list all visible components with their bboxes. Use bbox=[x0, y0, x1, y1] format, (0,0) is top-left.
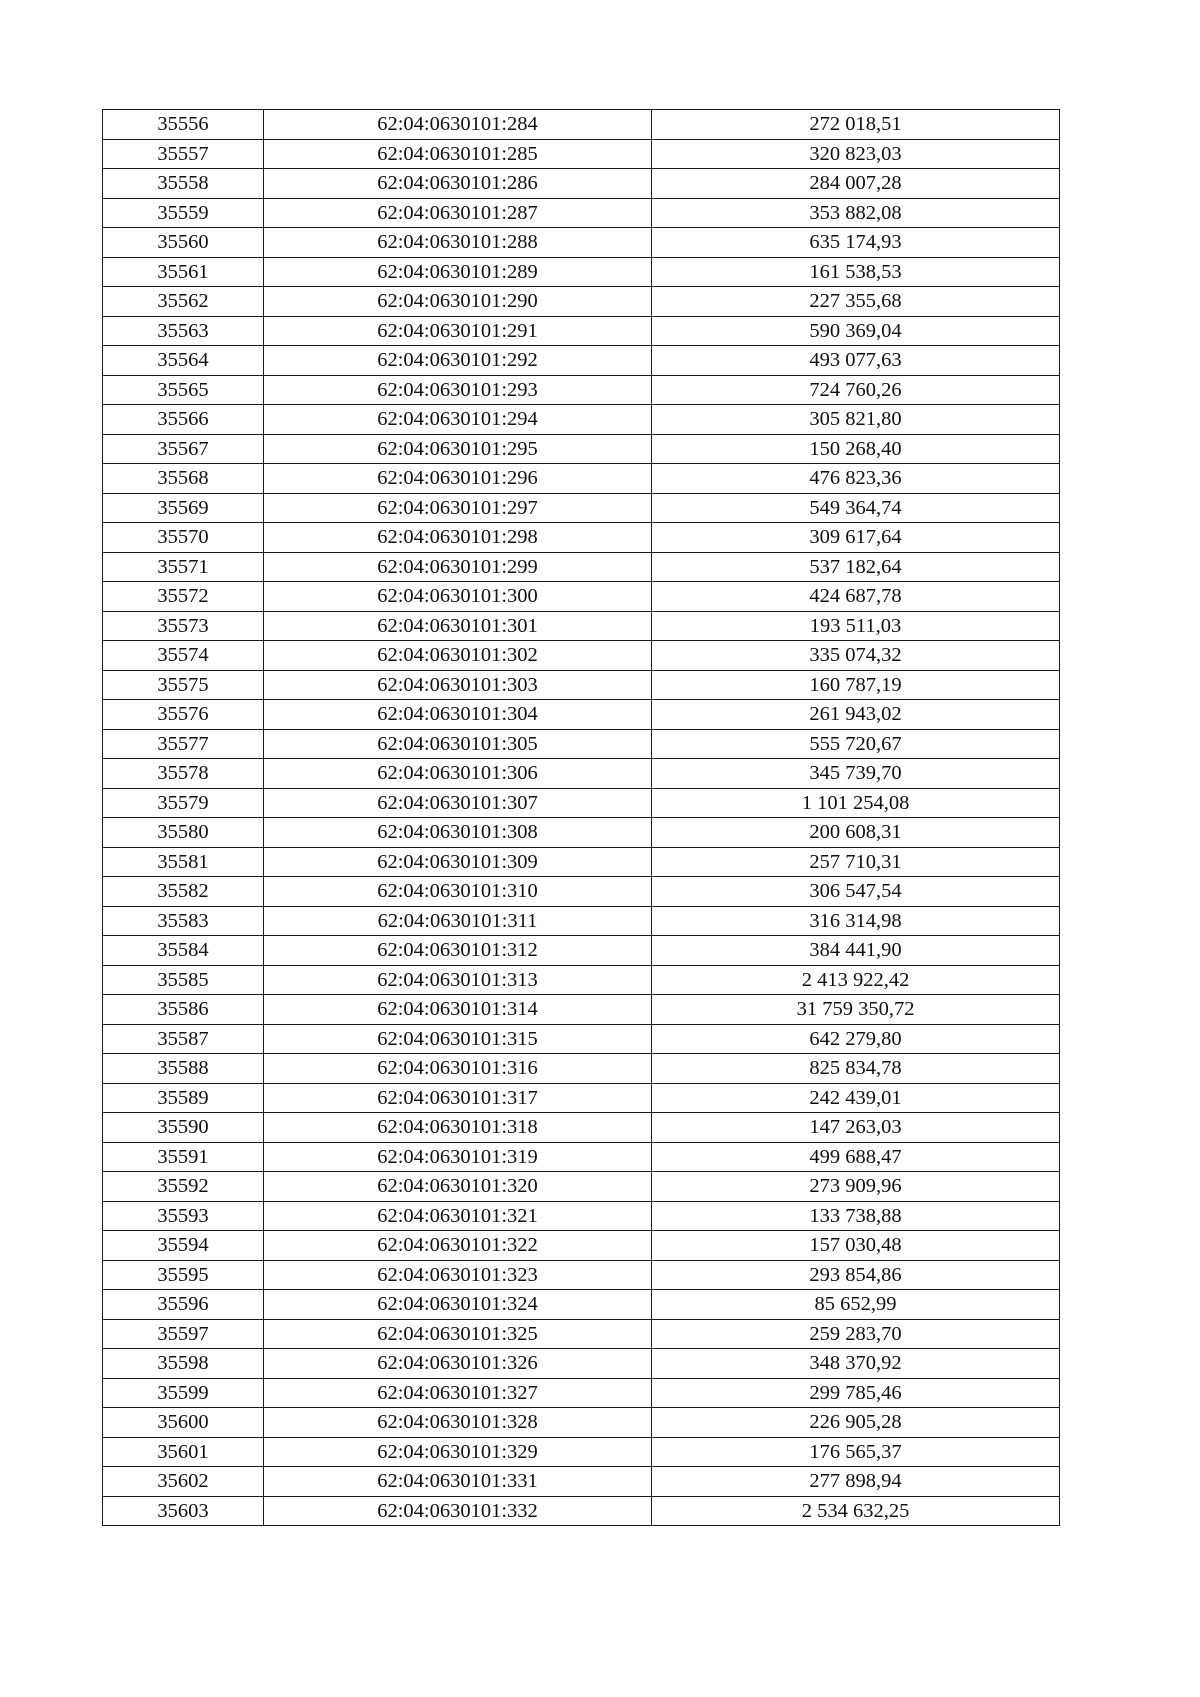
cadastral-value-cell: 590 369,04 bbox=[652, 316, 1060, 346]
cadastral-value-cell: 31 759 350,72 bbox=[652, 995, 1060, 1025]
table-row bbox=[103, 228, 1060, 258]
cadastral-number-cell: 62:04:0630101:318 bbox=[264, 1113, 652, 1143]
row-number-cell: 35578 bbox=[103, 759, 264, 789]
table-row bbox=[103, 995, 1060, 1025]
table-row bbox=[103, 906, 1060, 936]
cadastral-number-cell: 62:04:0630101:308 bbox=[264, 818, 652, 848]
cadastral-value-cell: 150 268,40 bbox=[652, 434, 1060, 464]
cadastral-number-cell: 62:04:0630101:323 bbox=[264, 1260, 652, 1290]
row-number-cell: 35557 bbox=[103, 139, 264, 169]
cadastral-number-cell: 62:04:0630101:320 bbox=[264, 1172, 652, 1202]
cadastral-value-cell: 305 821,80 bbox=[652, 405, 1060, 435]
cadastral-value-cell: 157 030,48 bbox=[652, 1231, 1060, 1261]
table-row bbox=[103, 729, 1060, 759]
cadastral-value-cell: 85 652,99 bbox=[652, 1290, 1060, 1320]
cadastral-number-cell: 62:04:0630101:295 bbox=[264, 434, 652, 464]
cadastral-number-cell: 62:04:0630101:289 bbox=[264, 257, 652, 287]
cadastral-value-cell: 335 074,32 bbox=[652, 641, 1060, 671]
row-number-cell: 35598 bbox=[103, 1349, 264, 1379]
row-number-cell: 35575 bbox=[103, 670, 264, 700]
cadastral-number-cell: 62:04:0630101:317 bbox=[264, 1083, 652, 1113]
cadastral-value-cell: 724 760,26 bbox=[652, 375, 1060, 405]
table-row bbox=[103, 1319, 1060, 1349]
cadastral-number-cell: 62:04:0630101:329 bbox=[264, 1437, 652, 1467]
row-number-cell: 35576 bbox=[103, 700, 264, 730]
row-number-cell: 35568 bbox=[103, 464, 264, 494]
cadastral-value-cell: 384 441,90 bbox=[652, 936, 1060, 966]
cadastral-number-cell: 62:04:0630101:293 bbox=[264, 375, 652, 405]
cadastral-number-cell: 62:04:0630101:304 bbox=[264, 700, 652, 730]
cadastral-number-cell: 62:04:0630101:313 bbox=[264, 965, 652, 995]
row-number-cell: 35571 bbox=[103, 552, 264, 582]
cadastral-value-cell: 259 283,70 bbox=[652, 1319, 1060, 1349]
row-number-cell: 35581 bbox=[103, 847, 264, 877]
table-row bbox=[103, 700, 1060, 730]
cadastral-value-cell: 825 834,78 bbox=[652, 1054, 1060, 1084]
table-row bbox=[103, 1142, 1060, 1172]
row-number-cell: 35579 bbox=[103, 788, 264, 818]
cadastral-number-cell: 62:04:0630101:314 bbox=[264, 995, 652, 1025]
row-number-cell: 35584 bbox=[103, 936, 264, 966]
table-row bbox=[103, 287, 1060, 317]
cadastral-value-cell: 261 943,02 bbox=[652, 700, 1060, 730]
row-number-cell: 35574 bbox=[103, 641, 264, 671]
cadastral-number-cell: 62:04:0630101:291 bbox=[264, 316, 652, 346]
table-row bbox=[103, 641, 1060, 671]
row-number-cell: 35591 bbox=[103, 1142, 264, 1172]
cadastral-value-cell: 2 413 922,42 bbox=[652, 965, 1060, 995]
row-number-cell: 35563 bbox=[103, 316, 264, 346]
row-number-cell: 35589 bbox=[103, 1083, 264, 1113]
table-row bbox=[103, 169, 1060, 199]
table-row bbox=[103, 936, 1060, 966]
row-number-cell: 35596 bbox=[103, 1290, 264, 1320]
table-row bbox=[103, 198, 1060, 228]
cadastral-value-cell: 133 738,88 bbox=[652, 1201, 1060, 1231]
table-body bbox=[103, 110, 1060, 1526]
table-row bbox=[103, 847, 1060, 877]
cadastral-value-cell: 476 823,36 bbox=[652, 464, 1060, 494]
cadastral-number-cell: 62:04:0630101:285 bbox=[264, 139, 652, 169]
row-number-cell: 35566 bbox=[103, 405, 264, 435]
row-number-cell: 35592 bbox=[103, 1172, 264, 1202]
cadastral-value-cell: 1 101 254,08 bbox=[652, 788, 1060, 818]
cadastral-value-cell: 493 077,63 bbox=[652, 346, 1060, 376]
row-number-cell: 35567 bbox=[103, 434, 264, 464]
cadastral-value-cell: 160 787,19 bbox=[652, 670, 1060, 700]
row-number-cell: 35564 bbox=[103, 346, 264, 376]
cadastral-number-cell: 62:04:0630101:321 bbox=[264, 1201, 652, 1231]
cadastral-value-cell: 635 174,93 bbox=[652, 228, 1060, 258]
table-row bbox=[103, 523, 1060, 553]
cadastral-value-cell: 537 182,64 bbox=[652, 552, 1060, 582]
cadastral-number-cell: 62:04:0630101:328 bbox=[264, 1408, 652, 1438]
cadastral-number-cell: 62:04:0630101:299 bbox=[264, 552, 652, 582]
table-row bbox=[103, 1201, 1060, 1231]
cadastral-number-cell: 62:04:0630101:303 bbox=[264, 670, 652, 700]
cadastral-value-cell: 345 739,70 bbox=[652, 759, 1060, 789]
table-row bbox=[103, 965, 1060, 995]
cadastral-value-cell: 226 905,28 bbox=[652, 1408, 1060, 1438]
cadastral-number-cell: 62:04:0630101:305 bbox=[264, 729, 652, 759]
cadastral-number-cell: 62:04:0630101:312 bbox=[264, 936, 652, 966]
row-number-cell: 35603 bbox=[103, 1496, 264, 1526]
cadastral-value-cell: 348 370,92 bbox=[652, 1349, 1060, 1379]
table-row bbox=[103, 1054, 1060, 1084]
table-row bbox=[103, 464, 1060, 494]
cadastral-value-cell: 499 688,47 bbox=[652, 1142, 1060, 1172]
cadastral-number-cell: 62:04:0630101:288 bbox=[264, 228, 652, 258]
table-row bbox=[103, 611, 1060, 641]
cadastral-value-cell: 227 355,68 bbox=[652, 287, 1060, 317]
table-row bbox=[103, 582, 1060, 612]
row-number-cell: 35588 bbox=[103, 1054, 264, 1084]
row-number-cell: 35560 bbox=[103, 228, 264, 258]
table-row bbox=[103, 877, 1060, 907]
cadastral-value-cell: 277 898,94 bbox=[652, 1467, 1060, 1497]
cadastral-value-cell: 193 511,03 bbox=[652, 611, 1060, 641]
cadastral-number-cell: 62:04:0630101:292 bbox=[264, 346, 652, 376]
cadastral-number-cell: 62:04:0630101:284 bbox=[264, 110, 652, 140]
cadastral-value-cell: 316 314,98 bbox=[652, 906, 1060, 936]
table-row bbox=[103, 552, 1060, 582]
cadastral-number-cell: 62:04:0630101:302 bbox=[264, 641, 652, 671]
table-row bbox=[103, 1378, 1060, 1408]
row-number-cell: 35582 bbox=[103, 877, 264, 907]
table-row bbox=[103, 1024, 1060, 1054]
table-row bbox=[103, 1496, 1060, 1526]
cadastral-value-cell: 284 007,28 bbox=[652, 169, 1060, 199]
row-number-cell: 35561 bbox=[103, 257, 264, 287]
row-number-cell: 35586 bbox=[103, 995, 264, 1025]
cadastral-number-cell: 62:04:0630101:322 bbox=[264, 1231, 652, 1261]
table-row bbox=[103, 788, 1060, 818]
table-row bbox=[103, 1260, 1060, 1290]
cadastral-value-cell: 200 608,31 bbox=[652, 818, 1060, 848]
cadastral-value-cell: 257 710,31 bbox=[652, 847, 1060, 877]
row-number-cell: 35580 bbox=[103, 818, 264, 848]
row-number-cell: 35593 bbox=[103, 1201, 264, 1231]
cadastral-number-cell: 62:04:0630101:319 bbox=[264, 1142, 652, 1172]
cadastral-value-cell: 424 687,78 bbox=[652, 582, 1060, 612]
cadastral-value-cell: 293 854,86 bbox=[652, 1260, 1060, 1290]
table-row bbox=[103, 1290, 1060, 1320]
row-number-cell: 35569 bbox=[103, 493, 264, 523]
row-number-cell: 35565 bbox=[103, 375, 264, 405]
table-row bbox=[103, 346, 1060, 376]
cadastral-value-cell: 272 018,51 bbox=[652, 110, 1060, 140]
cadastral-number-cell: 62:04:0630101:301 bbox=[264, 611, 652, 641]
cadastral-number-cell: 62:04:0630101:294 bbox=[264, 405, 652, 435]
cadastral-number-cell: 62:04:0630101:310 bbox=[264, 877, 652, 907]
row-number-cell: 35599 bbox=[103, 1378, 264, 1408]
table-row bbox=[103, 1113, 1060, 1143]
row-number-cell: 35595 bbox=[103, 1260, 264, 1290]
row-number-cell: 35570 bbox=[103, 523, 264, 553]
cadastral-number-cell: 62:04:0630101:316 bbox=[264, 1054, 652, 1084]
table-row bbox=[103, 110, 1060, 140]
cadastral-number-cell: 62:04:0630101:286 bbox=[264, 169, 652, 199]
table-row bbox=[103, 405, 1060, 435]
cadastral-value-cell: 306 547,54 bbox=[652, 877, 1060, 907]
cadastral-value-table bbox=[102, 109, 1060, 1526]
row-number-cell: 35602 bbox=[103, 1467, 264, 1497]
row-number-cell: 35590 bbox=[103, 1113, 264, 1143]
cadastral-value-cell: 642 279,80 bbox=[652, 1024, 1060, 1054]
table-row bbox=[103, 316, 1060, 346]
row-number-cell: 35600 bbox=[103, 1408, 264, 1438]
cadastral-value-cell: 320 823,03 bbox=[652, 139, 1060, 169]
cadastral-value-cell: 2 534 632,25 bbox=[652, 1496, 1060, 1526]
cadastral-value-cell: 353 882,08 bbox=[652, 198, 1060, 228]
cadastral-number-cell: 62:04:0630101:297 bbox=[264, 493, 652, 523]
table-row bbox=[103, 434, 1060, 464]
cadastral-number-cell: 62:04:0630101:298 bbox=[264, 523, 652, 553]
cadastral-number-cell: 62:04:0630101:327 bbox=[264, 1378, 652, 1408]
cadastral-number-cell: 62:04:0630101:326 bbox=[264, 1349, 652, 1379]
cadastral-number-cell: 62:04:0630101:332 bbox=[264, 1496, 652, 1526]
cadastral-number-cell: 62:04:0630101:290 bbox=[264, 287, 652, 317]
cadastral-number-cell: 62:04:0630101:287 bbox=[264, 198, 652, 228]
cadastral-value-cell: 147 263,03 bbox=[652, 1113, 1060, 1143]
table-row bbox=[103, 1408, 1060, 1438]
table-row bbox=[103, 1083, 1060, 1113]
row-number-cell: 35556 bbox=[103, 110, 264, 140]
cadastral-number-cell: 62:04:0630101:315 bbox=[264, 1024, 652, 1054]
cadastral-value-cell: 309 617,64 bbox=[652, 523, 1060, 553]
row-number-cell: 35573 bbox=[103, 611, 264, 641]
cadastral-value-cell: 161 538,53 bbox=[652, 257, 1060, 287]
cadastral-number-cell: 62:04:0630101:300 bbox=[264, 582, 652, 612]
cadastral-value-cell: 549 364,74 bbox=[652, 493, 1060, 523]
table-row bbox=[103, 1437, 1060, 1467]
cadastral-number-cell: 62:04:0630101:309 bbox=[264, 847, 652, 877]
row-number-cell: 35559 bbox=[103, 198, 264, 228]
row-number-cell: 35597 bbox=[103, 1319, 264, 1349]
cadastral-value-cell: 273 909,96 bbox=[652, 1172, 1060, 1202]
cadastral-number-cell: 62:04:0630101:324 bbox=[264, 1290, 652, 1320]
row-number-cell: 35583 bbox=[103, 906, 264, 936]
table-row bbox=[103, 1349, 1060, 1379]
table-row bbox=[103, 493, 1060, 523]
table-row bbox=[103, 1172, 1060, 1202]
table-row bbox=[103, 818, 1060, 848]
cadastral-number-cell: 62:04:0630101:331 bbox=[264, 1467, 652, 1497]
table-row bbox=[103, 1467, 1060, 1497]
table-row bbox=[103, 257, 1060, 287]
row-number-cell: 35572 bbox=[103, 582, 264, 612]
table-row bbox=[103, 759, 1060, 789]
table-row bbox=[103, 1231, 1060, 1261]
cadastral-number-cell: 62:04:0630101:306 bbox=[264, 759, 652, 789]
row-number-cell: 35587 bbox=[103, 1024, 264, 1054]
row-number-cell: 35594 bbox=[103, 1231, 264, 1261]
cadastral-value-cell: 242 439,01 bbox=[652, 1083, 1060, 1113]
table-row bbox=[103, 139, 1060, 169]
cadastral-value-cell: 299 785,46 bbox=[652, 1378, 1060, 1408]
cadastral-number-cell: 62:04:0630101:325 bbox=[264, 1319, 652, 1349]
table-row bbox=[103, 375, 1060, 405]
cadastral-number-cell: 62:04:0630101:307 bbox=[264, 788, 652, 818]
cadastral-value-cell: 176 565,37 bbox=[652, 1437, 1060, 1467]
row-number-cell: 35562 bbox=[103, 287, 264, 317]
table-row bbox=[103, 670, 1060, 700]
cadastral-value-cell: 555 720,67 bbox=[652, 729, 1060, 759]
row-number-cell: 35558 bbox=[103, 169, 264, 199]
cadastral-number-cell: 62:04:0630101:296 bbox=[264, 464, 652, 494]
row-number-cell: 35601 bbox=[103, 1437, 264, 1467]
row-number-cell: 35577 bbox=[103, 729, 264, 759]
cadastral-number-cell: 62:04:0630101:311 bbox=[264, 906, 652, 936]
row-number-cell: 35585 bbox=[103, 965, 264, 995]
